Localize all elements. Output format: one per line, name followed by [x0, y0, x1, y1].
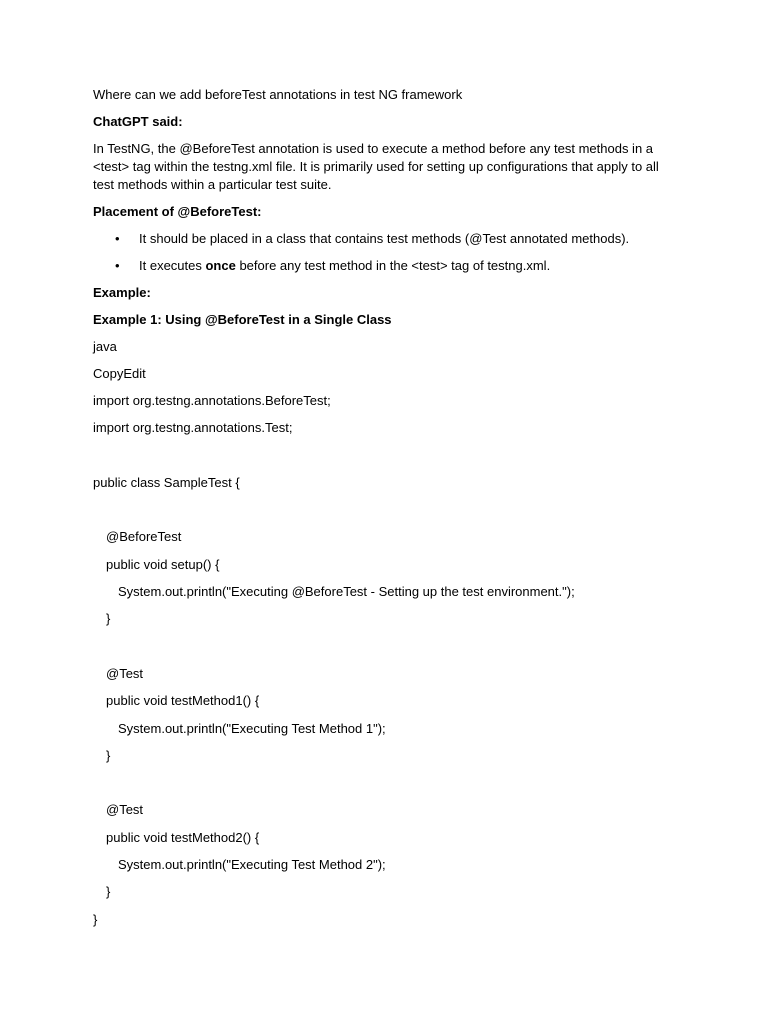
code-line-18: System.out.println("Executing Test Method 2"); [118, 857, 386, 873]
code-line-7: public void setup() { [106, 556, 220, 572]
bullet-text-1: It should be placed in a class that contains test methods (@Test annotated methods). [139, 231, 630, 246]
document-page [93, 86, 683, 938]
code-line-1: import org.testng.annotations.BeforeTest; [93, 393, 331, 408]
list-item [93, 257, 683, 275]
bullet-text-2-emphasis: once [205, 258, 236, 273]
code-line-16: @Test [106, 802, 144, 818]
code-line-5 [93, 501, 683, 519]
code-line-11: @Test [106, 665, 144, 681]
code-block [93, 392, 683, 929]
code-line-19: } [106, 884, 111, 900]
copy-edit-button[interactable]: CopyEdit [93, 366, 146, 381]
code-language-label: java [93, 339, 117, 354]
code-line-13: System.out.println("Executing Test Method 1"); [118, 720, 386, 736]
list-item [93, 230, 683, 248]
example1-heading: Example 1: Using @BeforeTest in a Single Class [93, 312, 392, 327]
placement-list [93, 230, 683, 275]
speaker-label: ChatGPT said: [93, 114, 183, 129]
code-line-14: } [106, 747, 111, 763]
bullet-text-2-end: before any test method in the <test> tag of testng.xml. [235, 258, 551, 273]
question-text: Where can we add beforeTest annotations in test NG framework [93, 87, 463, 102]
code-line-15 [93, 774, 683, 792]
code-line-10 [93, 638, 683, 656]
code-line-17: public void testMethod2() { [106, 829, 260, 845]
code-line-3 [93, 447, 683, 465]
code-line-4: public class SampleTest { [93, 474, 240, 490]
example-heading: Example: [93, 285, 151, 300]
placement-heading: Placement of @BeforeTest: [93, 204, 262, 219]
code-line-8: System.out.println("Executing @BeforeTest - Setting up the test environment."); [118, 584, 575, 600]
code-line-20: } [93, 911, 98, 927]
code-line-12: public void testMethod1() { [106, 693, 260, 709]
bullet-text-2-start: It executes [139, 258, 206, 273]
intro-paragraph: In TestNG, the @BeforeTest annotation is used to execute a method before any test methods in a <test> tag within the testng.xml file. It is primarily used for setting up configurations that apply to all test methods within a particular test suite. [93, 141, 659, 192]
code-line-6: @BeforeTest [106, 529, 182, 545]
code-line-9: } [106, 611, 111, 627]
code-line-2: import org.testng.annotations.Test; [93, 420, 293, 436]
